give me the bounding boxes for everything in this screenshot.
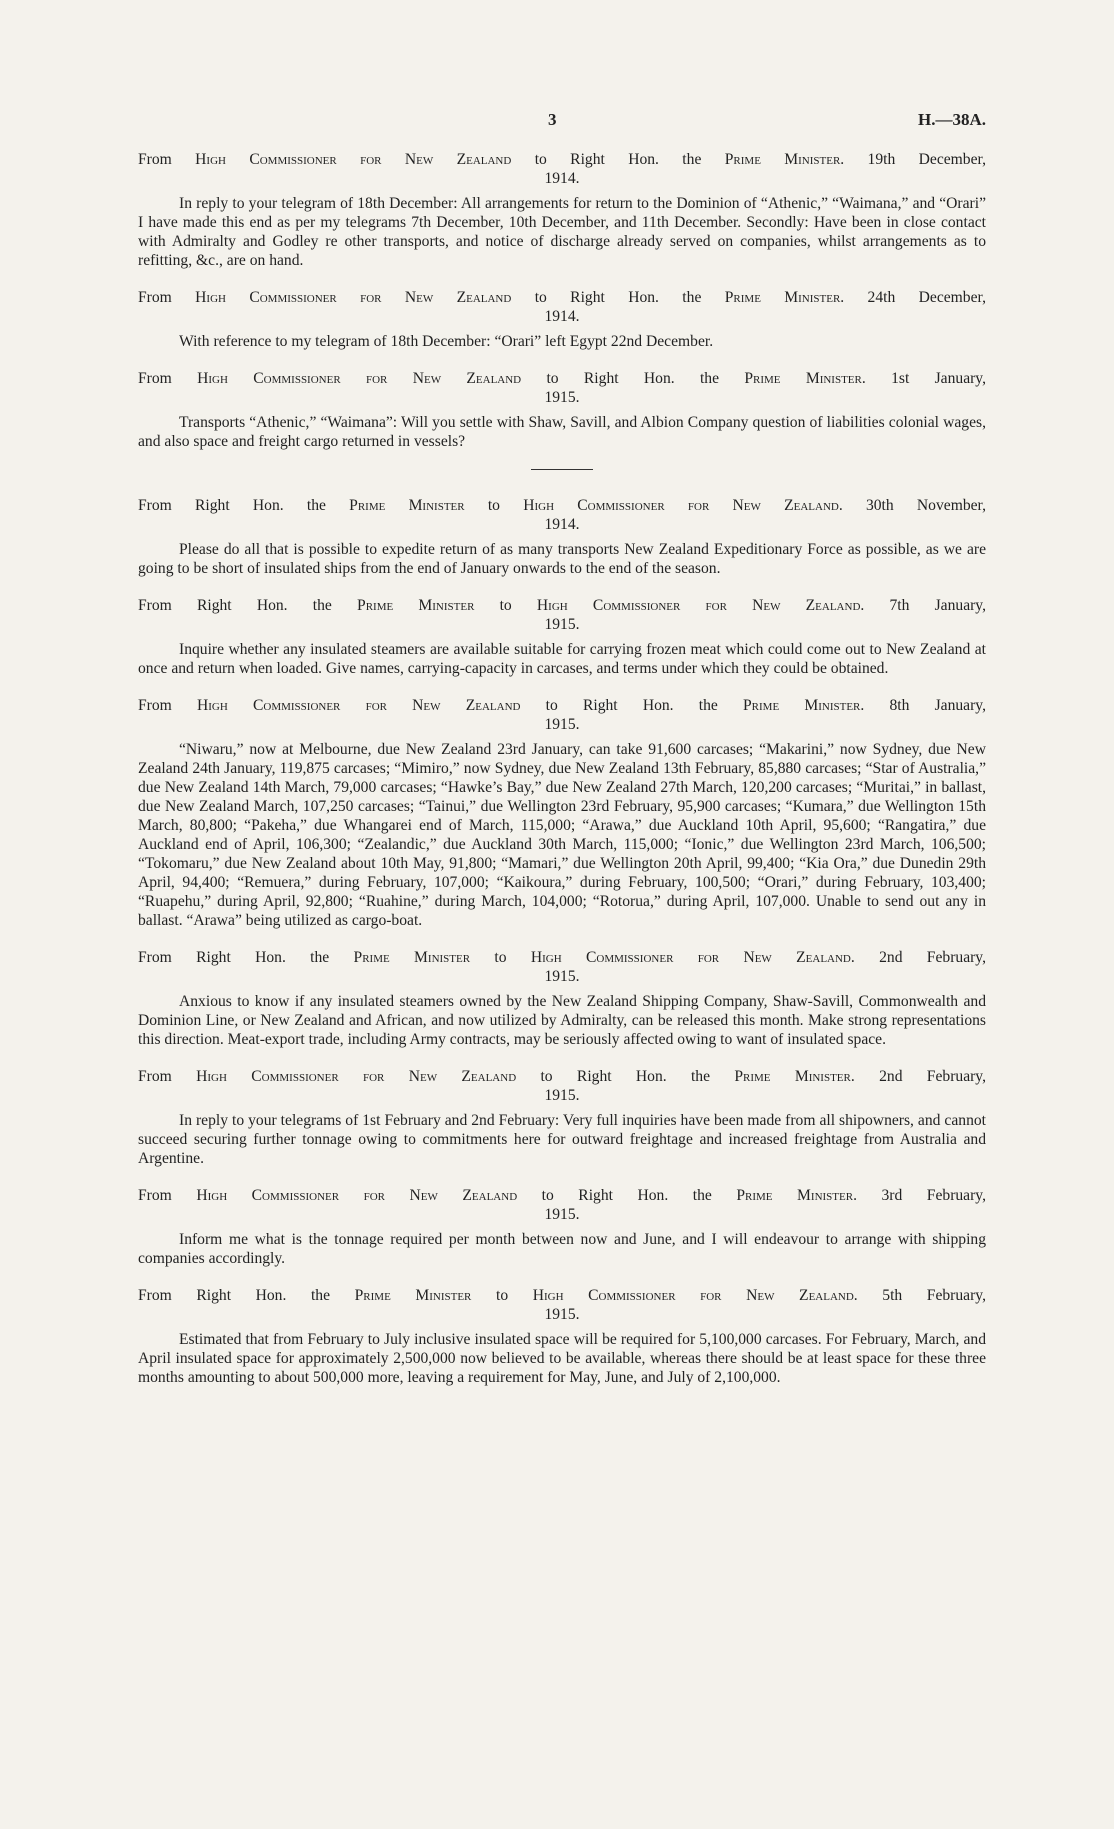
telegram-year: 1915. [544, 716, 580, 733]
header-sender: Prime Minister [357, 597, 475, 614]
header-from: From [138, 697, 197, 714]
telegram-body: Anxious to know if any insulated steamers owned by the New Zealand Shipping Company, Shaw-Savill, Commonwealth and Dominion Line, or New Zealand and African, and now utilized by Admiralty, can be released this month. Make strong representations this direction. Meat-export trade, including Army contracts, may be seriously affected owing to want of insulated space. [138, 993, 986, 1048]
telegram-year: 1915. [544, 389, 580, 406]
header-to: to Right Hon. the [521, 370, 745, 387]
telegram-header [138, 948, 986, 967]
header-recipient: High Commissioner for New Zealand [536, 597, 861, 614]
header-from: From Right Hon. the [138, 597, 358, 614]
telegram-entry [138, 1286, 986, 1387]
header-sender: Prime Minister [349, 497, 465, 514]
header-date: . 19th December, [840, 151, 986, 168]
document-page [138, 110, 986, 1405]
header-date: . 30th November, [838, 497, 987, 514]
telegram-entry [138, 1067, 986, 1168]
header-to: to [464, 497, 524, 514]
header-to: to Right Hon. the [520, 697, 743, 714]
header-to: to Right Hon. the [517, 1187, 737, 1204]
header-recipient: High Commissioner for New Zealand [532, 1287, 854, 1304]
header-date: . 2nd February, [850, 949, 986, 966]
telegram-entry [138, 369, 986, 451]
header-recipient: Prime Minister [724, 289, 841, 306]
telegram-header [138, 288, 986, 307]
header-sender: Prime Minister [354, 1287, 472, 1304]
telegram-body: In reply to your telegrams of 1st February and 2nd February: Very full inquiries have been made from all shipowners, and cannot succeed securing further tonnage owing to commitments here for outward freightage and increased freightage from Australia and Argentine. [138, 1112, 986, 1167]
telegram-body: Please do all that is possible to expedite return of as many transports New Zealand Expeditionary Force as possible, as we are going to be short of insulated ships from the end of January onwards to the end of the season. [138, 541, 986, 577]
telegram-year: 1915. [544, 1306, 580, 1323]
header-from: From [138, 151, 196, 168]
telegram-entry [138, 596, 986, 678]
telegram-body: With reference to my telegram of 18th December: “Orari” left Egypt 22nd December. [179, 333, 714, 350]
telegram-entry [138, 288, 986, 351]
header-recipient: Prime Minister [743, 697, 861, 714]
document-reference: H.—38A. [918, 110, 986, 129]
header-from: From [138, 370, 198, 387]
header-date: . 5th February, [853, 1287, 986, 1304]
header-recipient: Prime Minister [734, 1068, 851, 1085]
telegram-body: “Niwaru,” now at Melbourne, due New Zealand 23rd January, can take 91,600 carcases; “Makarini,” now Sydney, due New Zealand 24th January, 119,875 carcases; “Mimiro,” now Sydney, due New Zealand 13th February, 85,880 carcases; “Star of Australia,” due New Zealand 14th March, 79,000 carcases; “Hawke’s Bay,” due New Zealand 27th March, 120,200 carcases; “Muritai,” in ballast, due New Zealand March, 107,250 carcases; “Tainui,” due Wellington 23rd February, 95,900 carcases; “Kumara,” due Wellington 15th March, 80,800; “Pakeha,” due Whangarei end of March, 115,000; “Arawa,” due Auckland 10th April, 95,600; “Rangatira,” due Auckland end of April, 106,300; “Zealandic,” due Auckland 30th March, 115,000; “Ionic,” due Wellington 23rd March, 106,500; “Tokomaru,” due New Zealand about 10th May, 91,800; “Mamari,” due Wellington 20th April, 99,400; “Kia Ora,” due Dunedin 29th April, 94,400; “Remuera,” during February, 107,000; “Kaikoura,” during February, 100,500; “Orari,” during February, 103,400; “Ruapehu,” during April, 92,800; “Ruahine,” during March, 104,000; “Rotorua,” during April, 107,000. Unable to send out any in ballast. “Arawa” being utilized as cargo-boat. [138, 741, 986, 929]
telegram-header [138, 369, 986, 388]
telegram-entry [138, 948, 986, 1049]
telegram-body: Inquire whether any insulated steamers are available suitable for carrying frozen meat which could come out to New Zealand at once and return when loaded. Give names, carrying-capacity in carcases, and terms under which they could be obtained. [138, 641, 986, 677]
header-date: . 1st January, [861, 370, 986, 387]
header-from: From [138, 1068, 197, 1085]
telegram-entry [138, 696, 986, 930]
telegram-body: Estimated that from February to July inclusive insulated space will be required for 5,100,000 carcases. For February, March, and April insulated space for approximately 2,500,000 now believed to be available, whereas there should be at least space for these three months amounting to about 500,000 more, leaving a requirement for May, June, and July of 2,100,000. [138, 1331, 986, 1386]
telegram-body: In reply to your telegram of 18th December: All arrangements for return to the Dominion of “Athenic,” “Waimana,” and “Orari” I have made this end as per my telegrams 7th December, 10th December, and 11th December. Secondly: Have been in close contact with Admiralty and Godley re other transports, and notice of discharge already served on companies, whilst arrangements as to refitting, &c., are on hand. [138, 195, 986, 269]
telegram-entry [138, 496, 986, 578]
telegram-header [138, 596, 986, 615]
telegram-entry [138, 1186, 986, 1268]
header-date: . 24th December, [840, 289, 986, 306]
page-header [138, 110, 986, 150]
telegram-year: 1915. [544, 616, 580, 633]
telegram-year: 1914. [544, 516, 580, 533]
telegram-header [138, 1286, 986, 1305]
header-recipient: Prime Minister [736, 1187, 854, 1204]
header-recipient: Prime Minister [744, 370, 862, 387]
telegram-body: Transports “Athenic,” “Waimana”: Will you settle with Shaw, Savill, and Albion Company question of liabilities colonial wages, and also space and freight cargo returned in vessels? [138, 414, 986, 450]
telegram-header [138, 496, 986, 515]
header-sender: High Commissioner for New Zealand [195, 151, 512, 168]
header-sender: High Commissioner for New Zealand [196, 1187, 518, 1204]
page-number: 3 [548, 110, 557, 129]
header-recipient: High Commissioner for New Zealand [530, 949, 851, 966]
header-date: . 2nd February, [850, 1068, 986, 1085]
telegram-year: 1915. [544, 1087, 580, 1104]
section-divider [531, 469, 593, 470]
header-to: to [470, 949, 531, 966]
telegram-year: 1914. [544, 170, 580, 187]
telegram-year: 1915. [544, 1206, 580, 1223]
header-sender: High Commissioner for New Zealand [195, 289, 512, 306]
telegram-year: 1914. [544, 308, 580, 325]
header-sender: High Commissioner for New Zealand [197, 370, 522, 387]
header-sender: High Commissioner for New Zealand [196, 697, 521, 714]
telegram-body: Inform me what is the tonnage required per month between now and June, and I will endeavour to arrange with shipping companies accordingly. [138, 1231, 986, 1267]
header-sender: High Commissioner for New Zealand [196, 1068, 517, 1085]
telegram-list [138, 150, 986, 1387]
header-to: to [471, 1287, 533, 1304]
header-recipient: Prime Minister [724, 151, 841, 168]
telegram-header [138, 1186, 986, 1205]
header-date: . 8th January, [860, 697, 986, 714]
telegram-entry [138, 150, 986, 270]
header-recipient: High Commissioner for New Zealand [523, 497, 839, 514]
header-from: From Right Hon. the [138, 1287, 355, 1304]
header-to: to Right Hon. the [511, 151, 725, 168]
header-date: . 7th January, [860, 597, 986, 614]
header-to: to Right Hon. the [516, 1068, 735, 1085]
telegram-year: 1915. [544, 968, 580, 985]
header-from: From Right Hon. the [138, 949, 354, 966]
header-to: to Right Hon. the [511, 289, 725, 306]
telegram-header [138, 1067, 986, 1086]
header-from: From Right Hon. the [138, 497, 350, 514]
telegram-header [138, 696, 986, 715]
telegram-header [138, 150, 986, 169]
header-to: to [474, 597, 537, 614]
header-date: . 3rd February, [853, 1187, 986, 1204]
header-from: From [138, 1187, 197, 1204]
header-sender: Prime Minister [353, 949, 471, 966]
header-from: From [138, 289, 196, 306]
